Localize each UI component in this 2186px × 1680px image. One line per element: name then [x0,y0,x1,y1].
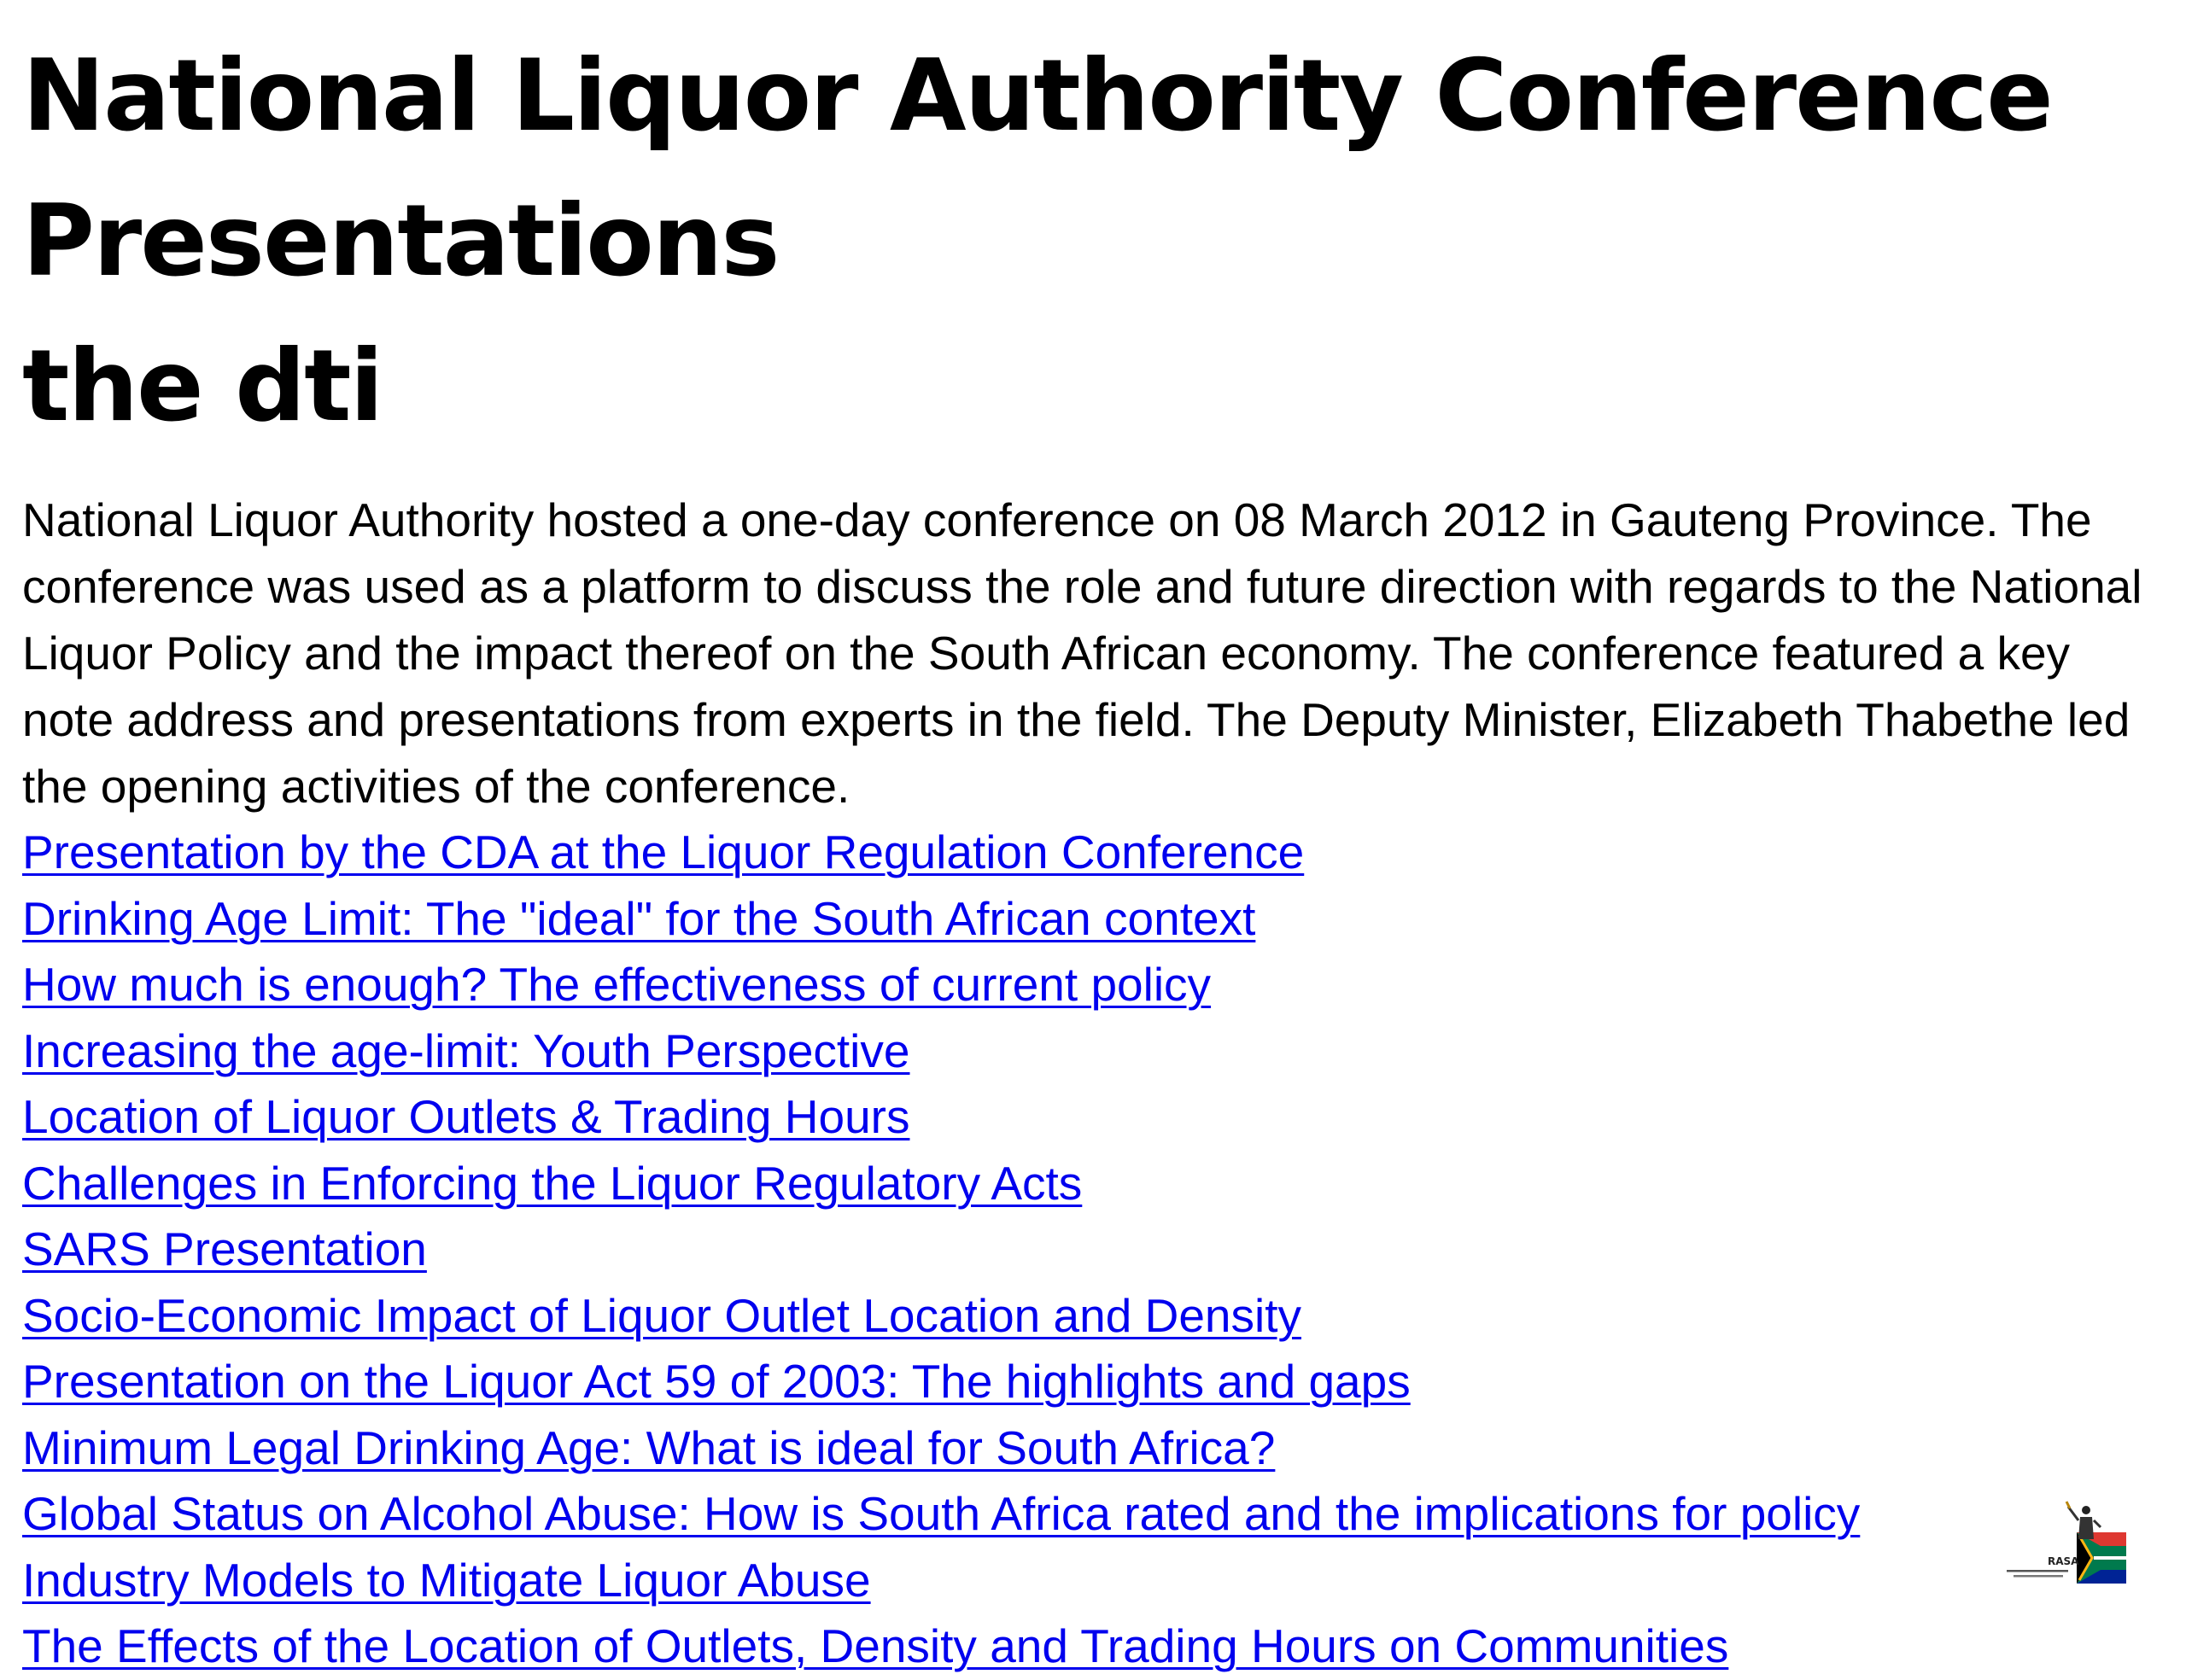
list-item [22,1613,2169,1680]
presentation-link-socio-economic[interactable]: Socio-Economic Impact of Liquor Outlet Location and Density [22,1288,1301,1342]
list-item [22,1349,2169,1415]
presentation-links [22,820,2169,1680]
list-item [22,1283,2169,1350]
title-line-1: National Liquor Authority Conference [22,38,2052,154]
rasa-logo-icon [1998,1498,2135,1596]
list-item [22,1151,2169,1217]
list-item [22,1481,2169,1548]
presentation-link-sars[interactable]: SARS Presentation [22,1222,427,1275]
presentation-link-enforcing-acts[interactable]: Challenges in Enforcing the Liquor Regulatory Acts [22,1156,1083,1210]
title-line-3: the dti [22,329,383,444]
presentation-link-how-much[interactable]: How much is enough? The effectiveness of current policy [22,958,1212,1011]
presentation-link-liquor-act[interactable]: Presentation on the Liquor Act 59 of 2003: The highlights and gaps [22,1355,1411,1408]
presentation-link-minimum-drinking-age[interactable]: Minimum Legal Drinking Age: What is ideal for South Africa? [22,1420,1276,1474]
flag-shape [2077,1532,2126,1584]
presentation-link-industry-models[interactable]: Industry Models to Mitigate Liquor Abuse [22,1553,871,1607]
intro-paragraph: National Liquor Authority hosted a one-day conference on 08 March 2012 in Gauteng Province. The conference was used as a platform to discuss the role and future direction with regards to the National Liquor Policy and the impact thereof on the South African economy. The conference featured a key note address and presentations from experts in the field. The Deputy Minister, Elizabeth Thabethe led the opening activities of the conference. [22,493,2142,813]
presentation-link-outlets-trading-hours[interactable]: Location of Liquor Outlets & Trading Hours [22,1090,910,1143]
list-item [22,1548,2169,1614]
presentation-link-drinking-age-ideal[interactable]: Drinking Age Limit: The "ideal" for the South African context [22,891,1256,945]
presentation-link-youth-perspective[interactable]: Increasing the age-limit: Youth Perspective [22,1024,910,1077]
list-item [22,1415,2169,1482]
logo-text: RASA [2048,1555,2079,1567]
list-item [22,820,2169,886]
list-item [22,1084,2169,1151]
title-line-2: Presentations [22,184,779,299]
list-item [22,952,2169,1018]
list-item [22,1018,2169,1085]
presentation-link-global-status[interactable]: Global Status on Alcohol Abuse: How is South Africa rated and the implications for policy [22,1487,1861,1540]
list-item [22,1216,2169,1283]
page-title [22,24,2169,459]
list-item [22,886,2169,953]
presentation-link-cda[interactable]: Presentation by the CDA at the Liquor Regulation Conference [22,825,1305,878]
presentation-link-effects-location[interactable]: The Effects of the Location of Outlets, Density and Trading Hours on Communities [22,1619,1729,1672]
